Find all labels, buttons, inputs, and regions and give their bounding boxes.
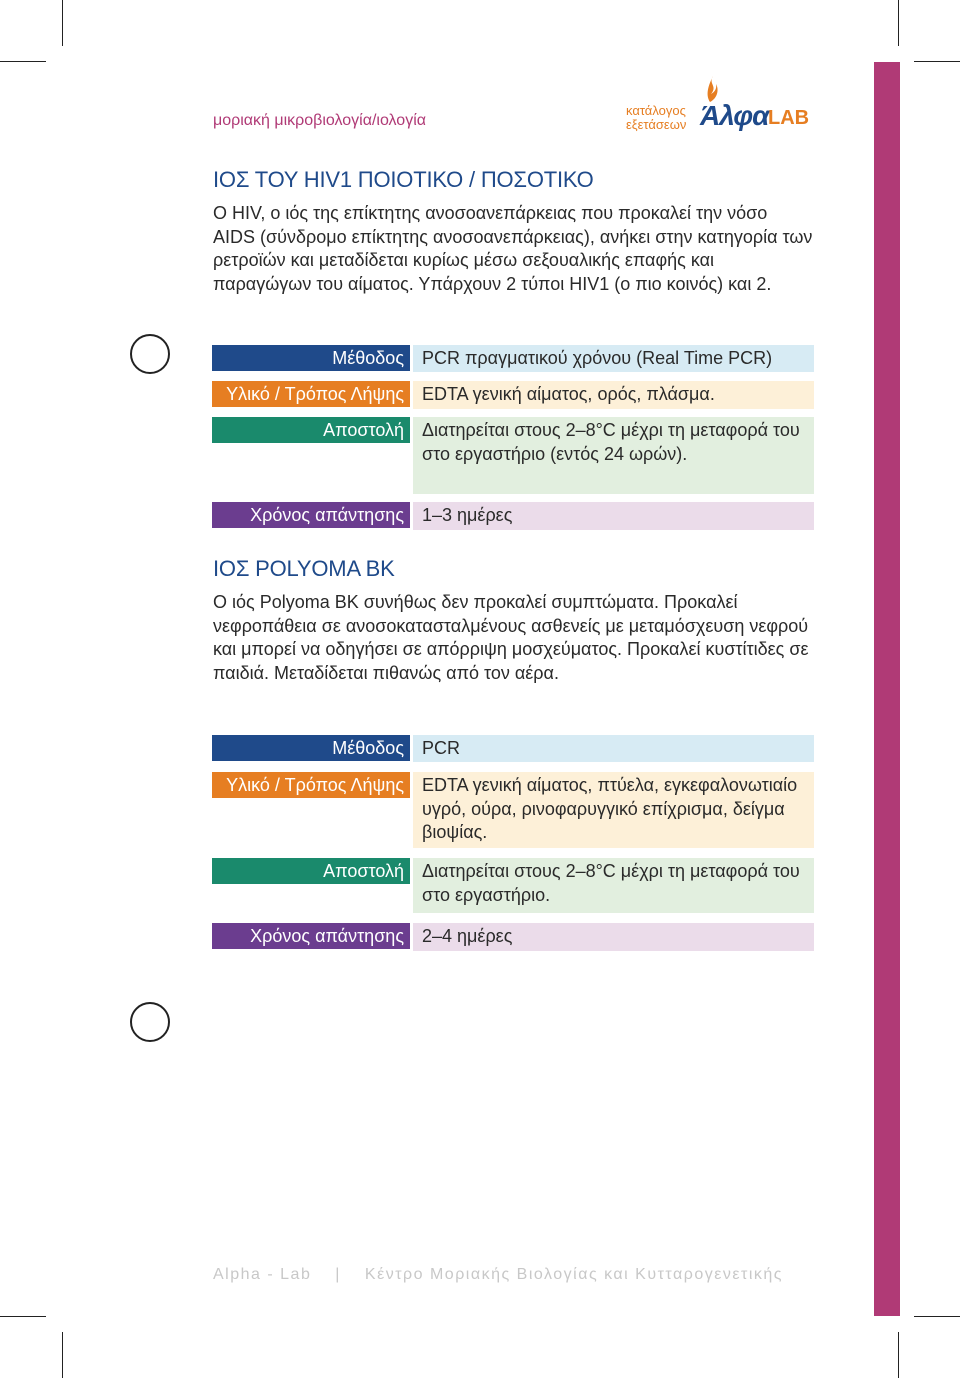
info-row-shipping (212, 417, 814, 494)
row-value: EDTA γενική αίματος, ορός, πλάσμα. (413, 381, 814, 409)
logo-lab: LAB (768, 107, 810, 129)
binder-hole (130, 1002, 170, 1042)
row-label: Υλικό / Τρόπος Λήψης (212, 381, 410, 407)
row-label: Υλικό / Τρόπος Λήψης (212, 772, 410, 798)
row-value: PCR (413, 735, 814, 762)
footer-tagline: Κέντρο Μοριακής Βιολογίας και Κυτταρογενετικής (364, 1266, 783, 1283)
row-value: PCR πραγματικού χρόνου (Real Time PCR) (413, 345, 814, 372)
footer-separator: | (335, 1266, 341, 1283)
row-value: 2–4 ημέρες (413, 923, 814, 951)
row-label: Αποστολή (212, 858, 410, 884)
logo-wordmark: Άλφα (700, 100, 769, 131)
crop-mark (0, 61, 46, 62)
test-description: Ο HIV, ο ιός της επίκτητης ανοσοανεπάρκειας που προκαλεί την νόσο AIDS (σύνδρομο επίκτητης ανοσοανεπάρκειας), ανήκει στην κατηγορία των ρετροϊών και μεταδίδεται κυρίως μέσω σεξουαλικής επαφής και παραγώγων του αίματος. Υπάρχουν 2 τύποι HIV1 (ο πιο κοινός) και 2. (213, 203, 813, 294)
catalog-label (626, 104, 686, 132)
row-label: Χρόνος απάντησης (212, 923, 410, 949)
info-row-turnaround (212, 923, 814, 951)
brand-logo (626, 76, 816, 134)
info-row-turnaround (212, 502, 814, 530)
row-label: Μέθοδος (212, 735, 410, 761)
row-value: Διατηρείται στους 2–8°C μέχρι τη μεταφορά του στο εργαστήριο (εντός 24 ωρών). (413, 417, 814, 494)
info-row-method (212, 345, 814, 372)
info-row-method (212, 735, 814, 762)
crop-mark (898, 1332, 899, 1378)
test-description: Ο ιός Polyoma BK συνήθως δεν προκαλεί συμπτώματα. Προκαλεί νεφροπάθεια σε ανοσοκατασταλμένους ασθενείς με μεταμόσχευση νεφρού και μπορεί να οδηγήσει σε απόρριψη μοσχεύματος. Προκαλεί κυστίτιδες σε παιδιά. Μεταδίδεται πιθανώς από τον αέρα. (213, 592, 809, 683)
crop-mark (0, 1316, 46, 1317)
catalog-line-1: κατάλογος (626, 103, 686, 118)
crop-mark (914, 61, 960, 62)
test-title: ΙΟΣ ΤΟΥ HIV1 ΠΟΙΟΤΙΚΟ / ΠΟΣΟΤΙΚΟ (213, 167, 594, 192)
crop-mark (62, 0, 63, 46)
row-label: Χρόνος απάντησης (212, 502, 410, 528)
crop-mark (914, 1316, 960, 1317)
side-accent-bar (874, 62, 900, 1316)
info-row-sample (212, 381, 814, 409)
footer-brand: Alpha - Lab (213, 1266, 312, 1283)
row-value: 1–3 ημέρες (413, 502, 814, 530)
info-row-shipping (212, 858, 814, 913)
binder-hole (130, 334, 170, 374)
info-row-sample (212, 772, 814, 848)
catalog-line-2: εξετάσεων (626, 117, 687, 132)
row-label: Αποστολή (212, 417, 410, 443)
footer (213, 1266, 783, 1284)
crop-mark (62, 1332, 63, 1378)
test-title: ΙΟΣ POLYOMA BK (213, 556, 395, 581)
row-label: Μέθοδος (212, 345, 410, 371)
row-value: EDTA γενική αίματος, πτύελα, εγκεφαλονωτιαίο υγρό, ούρα, ρινοφαρυγγικό επίχρισμα, δείγμα βιοψίας. (413, 772, 814, 848)
section-label: μοριακή μικροβιολογία/ιολογία (213, 112, 427, 129)
row-value: Διατηρείται στους 2–8°C μέχρι τη μεταφορά του στο εργαστήριο. (413, 858, 814, 913)
crop-mark (898, 0, 899, 46)
